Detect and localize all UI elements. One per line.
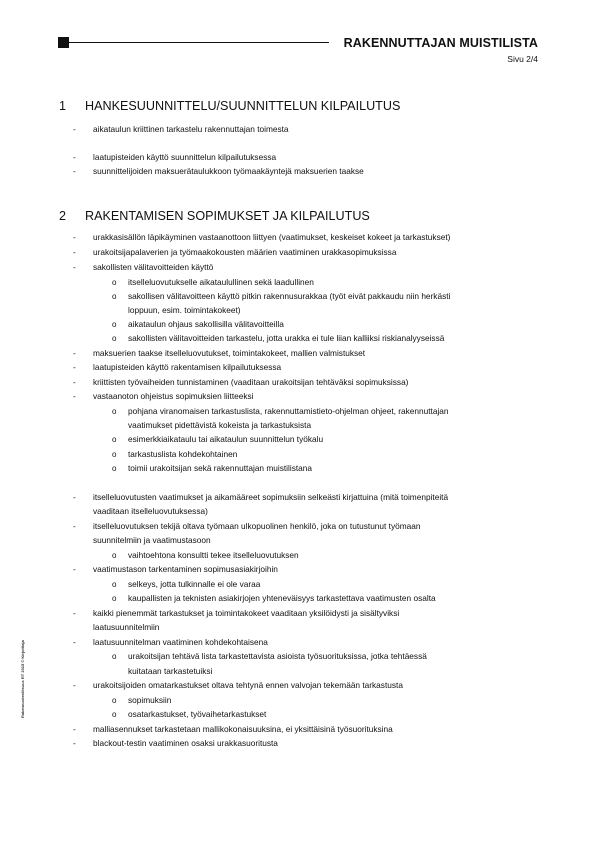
section-2-number: 2 bbox=[59, 209, 67, 223]
sub-list-item-continued: kuitataan tarkastetuiksi bbox=[128, 666, 213, 676]
sub-list-item: o sakollisen välitavoitteen käyttö pitkin rakennusurakkaa (työt eivät pakkaudu niin herkästi bbox=[112, 291, 451, 301]
list-item: - malliasennukset tarkastetaan mallikokonaisuuksina, ei yksittäisinä työsuorituksina bbox=[73, 724, 393, 734]
list-item: - sakollisten välitavoitteiden käyttö bbox=[73, 262, 214, 272]
section-2-heading bbox=[59, 209, 370, 223]
sub-list-item: o esimerkkiaikataulu tai aikataulun suunnittelun työkalu bbox=[112, 434, 324, 444]
list-item: - urakoitsijapalaverien ja työmaakokousten määrien vaatiminen urakkasopimuksissa bbox=[73, 247, 397, 257]
list-item: - laatusuunnitelman vaatiminen kohdekohtaisena bbox=[73, 637, 268, 647]
sub-list-item: o osatarkastukset, työvaihetarkastukset bbox=[112, 709, 267, 719]
section-1-title: HANKESUUNNITTELU/SUUNNITTELUN KILPAILUTUS bbox=[85, 99, 401, 113]
sub-list-item: o itselleluovutukselle aikataulullinen sekä laadullinen bbox=[112, 277, 314, 287]
list-item: - itselleluovutusten vaatimukset ja aikamääreet sopimuksiin selkeästi kirjattuina (mitä toimenpiteitä bbox=[73, 492, 449, 502]
sub-list-item: o aikataulun ohjaus sakollisilla välitavoitteilla bbox=[112, 319, 284, 329]
list-item-continued: suunnitelmiin ja vaatimustasoon bbox=[93, 535, 211, 545]
list-item: - vastaanoton ohjeistus sopimuksien liitteeksi bbox=[73, 391, 254, 401]
section-1-number: 1 bbox=[59, 99, 67, 113]
header-square bbox=[58, 37, 69, 48]
list-item: - itselleluovutuksen tekijä oltava työmaan ulkopuolinen henkilö, joka on tutustunut työmaan bbox=[73, 521, 421, 531]
sub-list-item: o pohjana viranomaisen tarkastuslista, rakennuttamistieto-ohjelman ohjeet, rakennuttajan bbox=[112, 406, 449, 416]
sub-list-item: o selkeys, jotta tulkinnalle ei ole varaa bbox=[112, 579, 261, 589]
list-item: - laatupisteiden käyttö suunnittelun kilpailutuksessa bbox=[73, 152, 277, 162]
list-item: - aikataulun kriittinen tarkastelu rakennuttajan toimesta bbox=[73, 124, 289, 134]
sub-list-item-continued: vaatimukset pidettävistä kokeista ja tarkastuksista bbox=[128, 420, 312, 430]
list-item-continued: laatusuunnitelmiin bbox=[93, 622, 160, 632]
list-item: - vaatimustason tarkentaminen sopimusasiakirjoihin bbox=[73, 564, 278, 574]
list-item: - kriittisten työvaiheiden tunnistaminen (vaaditaan urakoitsijan tehtäväksi sopimuksissa) bbox=[73, 377, 409, 387]
document-title: RAKENNUTTAJAN MUISTILISTA bbox=[343, 36, 538, 50]
sub-list-item: o sopimuksiin bbox=[112, 695, 172, 705]
sub-list-item: o kaupallisten ja teknisten asiakirjojen yhteneväisyys tarkastettava vaatimusten osalta bbox=[112, 593, 436, 603]
list-item: - urakoitsijoiden omatarkastukset oltava tehtynä ennen valvojan tekemään tarkastusta bbox=[73, 680, 403, 690]
page-number: Sivu 2/4 bbox=[507, 54, 538, 64]
list-item: - blackout-testin vaatiminen osaksi urakkasuoritusta bbox=[73, 738, 278, 748]
vertical-side-text: Rakennusteollisuus RT 2015 © Kirjoittaja bbox=[20, 640, 25, 718]
sub-list-item-continued: loppuun, esim. toimintakokeet) bbox=[128, 305, 241, 315]
sub-list-item: o tarkastuslista kohdekohtainen bbox=[112, 449, 238, 459]
list-item: - suunnittelijoiden maksuerätaulukkoon työmaakäyntejä maksuerien taakse bbox=[73, 166, 364, 176]
sub-list-item: o sakollisten välitavoitteiden tarkastelu, jotta urakka ei tule liian kalliiksi riskianalyyseissä bbox=[112, 333, 445, 343]
sub-list-item: o toimii urakoitsijan sekä rakennuttajan muistilistana bbox=[112, 463, 313, 473]
sub-list-item: o vaihtoehtona konsultti tekee itselleluovutuksen bbox=[112, 550, 299, 560]
list-item: - urakkasisällön läpikäyminen vastaanottoon liittyen (vaatimukset, keskeiset kokeet ja tarkastukset) bbox=[73, 232, 451, 242]
list-item: - kaikki pienemmät tarkastukset ja toimintakokeet vaaditaan yksilöidysti ja sisältyviksi bbox=[73, 608, 400, 618]
list-item-continued: vaaditaan itselleluovutuksessa) bbox=[93, 506, 208, 516]
list-item: - laatupisteiden käyttö rakentamisen kilpailutuksessa bbox=[73, 362, 282, 372]
header-rule bbox=[69, 42, 329, 43]
section-1-heading bbox=[59, 99, 400, 113]
sub-list-item: o urakoitsijan tehtävä lista tarkastettavista asioista työsuorituksissa, jotka tehtäessä bbox=[112, 651, 427, 661]
list-item: - maksuerien taakse itselleluovutukset, toimintakokeet, mallien valmistukset bbox=[73, 348, 366, 358]
section-2-title: RAKENTAMISEN SOPIMUKSET JA KILPAILUTUS bbox=[85, 209, 370, 223]
